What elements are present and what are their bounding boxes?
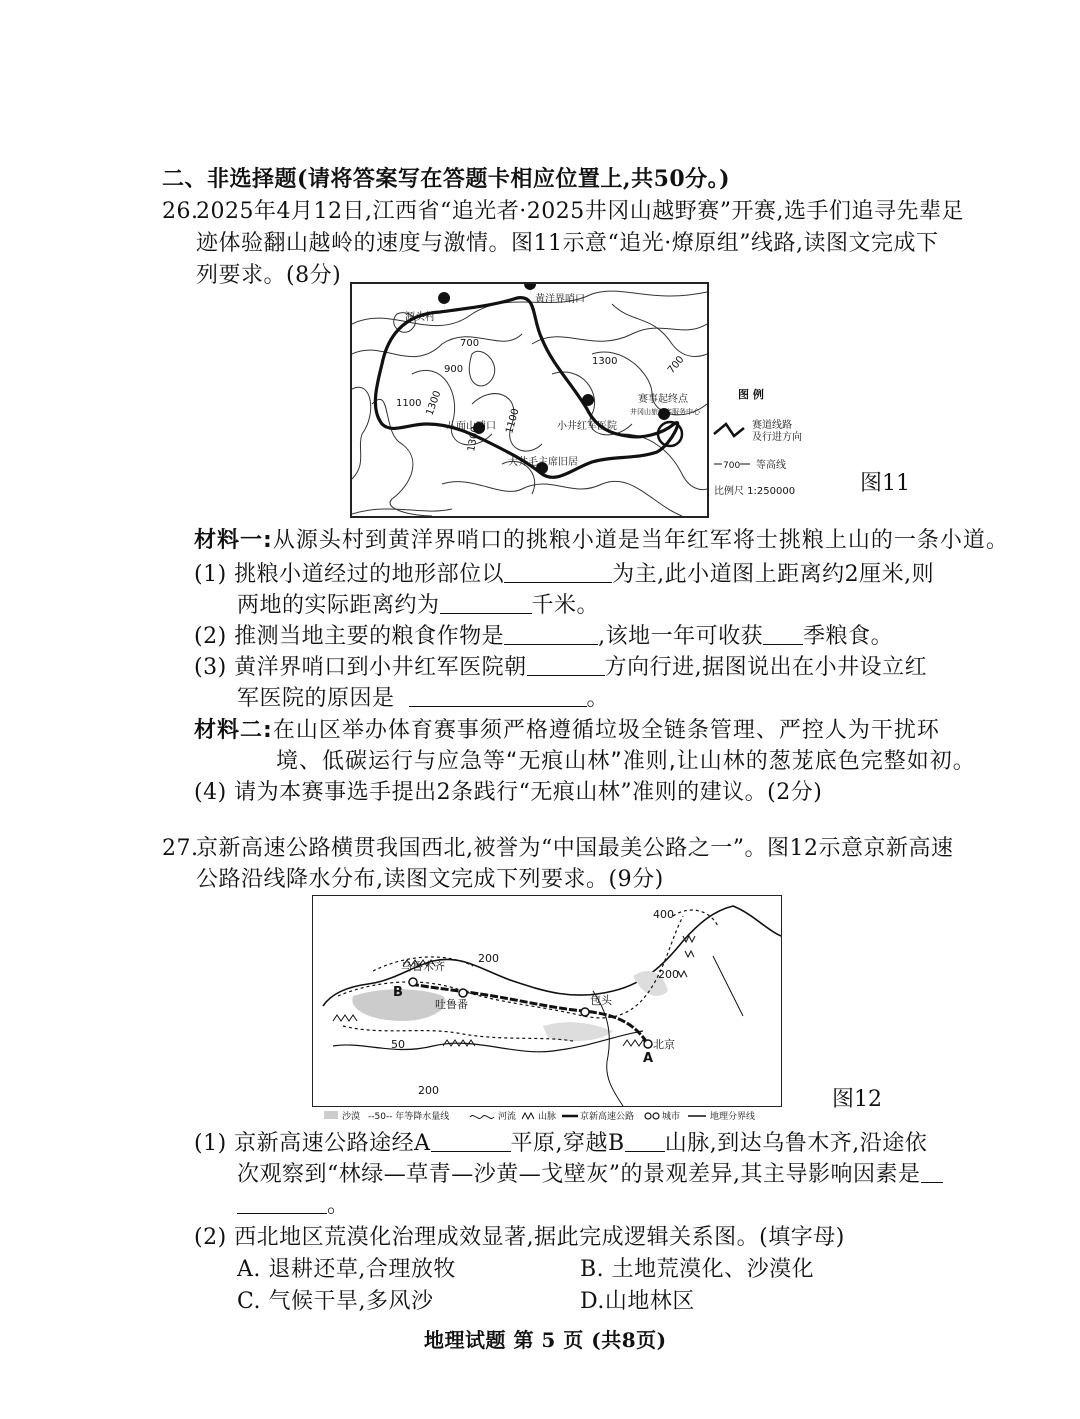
label-beijing: 北京: [653, 1038, 675, 1051]
contour-label: 1100: [396, 398, 422, 409]
q27-intro-line2: 公路沿线降水分布,读图文完成下列要求。(9分): [196, 867, 664, 892]
q27-sub1-text-c: 山脉,到达乌鲁木齐,沿途依: [664, 1131, 928, 1156]
q26-sub3-text-c: 军医院的原因是: [237, 686, 395, 711]
q26-sub1-text-b: 为主,此小道图上距离约2厘米,则: [612, 562, 935, 587]
label-yuantou: 源头村: [405, 312, 435, 323]
city-urumqi: [409, 978, 417, 986]
label-dajing: 大井毛主席旧居: [508, 457, 578, 468]
q27-intro-line1: 京新高速公路横贯我国西北,被誉为“中国最美公路之一”。图12示意京新高速: [196, 836, 954, 861]
q26-sub1-text-d: 千米。: [531, 593, 600, 618]
page-footer: 地理试题 第 5 页 (共8页): [424, 1328, 667, 1352]
figure-12-map: [312, 895, 782, 1107]
answer-blank[interactable]: [625, 1129, 665, 1152]
label-finish-sub: 井冈山旅游客服务中心: [630, 408, 700, 416]
answer-blank[interactable]: [763, 622, 803, 645]
figure-11-map: [350, 282, 709, 518]
isohyet-label: 400: [653, 908, 674, 921]
answer-blank[interactable]: [431, 1129, 511, 1152]
figure-11-svg: [352, 284, 707, 516]
q27-sub1-text-d: 次观察到“林绿—草青—沙黄—戈壁灰”的景观差异,其主导影响因素是: [237, 1162, 921, 1187]
answer-blank[interactable]: [921, 1160, 943, 1183]
city-baotou: [581, 1008, 589, 1016]
contour-label: 900: [444, 364, 464, 375]
highway-line: [411, 984, 648, 1044]
legend-mountain: 山脉: [538, 1112, 557, 1122]
legend-desert: 沙漠: [342, 1112, 361, 1122]
figure-11-legend: [710, 382, 820, 502]
label-point-b: B: [393, 985, 403, 1000]
answer-blank[interactable]: [237, 1191, 327, 1214]
label-point-a: A: [643, 1051, 654, 1066]
answer-blank[interactable]: [527, 653, 605, 676]
isohyet-label: 50: [391, 1038, 405, 1051]
option-d: D.山地林区: [580, 1289, 695, 1314]
label-huangyangjie: 黄洋界哨口: [535, 294, 585, 305]
q26-number: 26.: [162, 199, 199, 224]
contour-label: 700: [460, 338, 480, 349]
q26-sub1-text-c: 两地的实际距离约为: [237, 593, 440, 618]
label-bamianshan: 八面山哨口: [446, 421, 496, 432]
q27-sub1-text-a: (1) 京新高速公路途经A: [194, 1131, 431, 1156]
figure-12-legend: [322, 1107, 792, 1125]
option-a: A. 退耕还草,合理放牧: [237, 1257, 456, 1282]
option-c: C. 气候干旱,多风沙: [237, 1289, 434, 1314]
legend-contour-value: 700: [723, 461, 741, 471]
city-beijing: [644, 1040, 652, 1048]
material2-line1: 在山区举办体育赛事须严格遵循垃圾全链条管理、严控人为干扰环: [272, 718, 940, 743]
legend-route: 赛道线路: [752, 420, 792, 431]
label-xiaojing: 小井红军医院: [557, 421, 617, 432]
legend-title: 图 例: [738, 388, 764, 401]
option-b: B. 土地荒漠化、沙漠化: [580, 1257, 815, 1282]
section-heading: 二、非选择题(请将答案写在答题卡相应位置上,共50分。): [162, 166, 731, 192]
legend-route-symbol: [714, 424, 744, 436]
q26-intro-line1: 2025年4月12日,江西省“追光者·2025井冈山越野赛”开赛,选手们追寻先辈足: [196, 199, 964, 224]
q26-sub3-text-b: 方向行进,据图说出在小井设立红: [604, 655, 928, 680]
figure-11-caption: 图11: [860, 471, 910, 496]
city-turpan: [459, 989, 467, 997]
material1-label: 材料一:: [194, 528, 273, 553]
legend-highway: 京新高速公路: [580, 1112, 635, 1122]
legend-city: 城市: [662, 1112, 681, 1122]
label-urumqi: 乌鲁木齐: [401, 960, 445, 973]
q26-sub2-text-a: (2) 推测当地主要的粮食作物是: [194, 624, 505, 649]
label-baotou: 包头: [590, 994, 612, 1007]
isohyet-label: 200: [658, 968, 679, 981]
contour-label: 1300: [466, 425, 482, 453]
q26-sub2-text-c: 季粮食。: [803, 624, 894, 649]
legend-scale: 比例尺 1:250000: [714, 486, 796, 497]
contour-label: 1100: [504, 407, 522, 435]
q26-intro-line3: 列要求。(8分): [196, 263, 342, 288]
answer-blank[interactable]: [504, 560, 612, 583]
isohyet-label: 200: [418, 1084, 439, 1097]
material1-text: 从源头村到黄洋界哨口的挑粮小道是当年红军将士挑粮上山的一条小道。: [272, 528, 1009, 553]
answer-blank[interactable]: [409, 684, 587, 707]
material2-label: 材料二:: [194, 718, 273, 743]
figure-12-svg: [313, 896, 781, 1106]
desert-area: [543, 1022, 613, 1041]
answer-blank[interactable]: [440, 591, 532, 614]
legend-contour: 等高线: [756, 460, 786, 471]
label-turpan: 吐鲁番: [435, 998, 468, 1011]
legend-isohyet: --50-- 年等降水量线: [368, 1112, 450, 1122]
q27-number: 27.: [162, 836, 199, 861]
q26-sub2-text-b: ,该地一年可收获: [598, 624, 764, 649]
isohyet-label: 200: [478, 952, 499, 965]
legend-route2: 及行进方向: [752, 432, 802, 443]
figure-12-caption: 图12: [832, 1087, 882, 1112]
label-finish: 赛事起终点: [638, 394, 688, 405]
q27-sub1-text-e: 。: [327, 1193, 350, 1218]
q26-sub1-text-a: (1) 挑粮小道经过的地形部位以: [194, 562, 505, 587]
answer-blank[interactable]: [504, 622, 598, 645]
q27-sub2: (2) 西北地区荒漠化治理成效显著,据此完成逻辑关系图。(填字母): [194, 1225, 845, 1250]
contour-label: 1300: [424, 389, 444, 418]
contour-label: 700: [665, 354, 687, 376]
contour-label: 1300: [592, 356, 618, 367]
q26-intro-line2: 迹体验翻山越岭的速度与激情。图11示意“追光·燎原组”线路,读图文完成下: [196, 231, 939, 256]
legend-river: 河流: [498, 1112, 517, 1122]
q27-sub1-text-b: 平原,穿越B: [510, 1131, 625, 1156]
q26-sub4: (4) 请为本赛事选手提出2条践行“无痕山林”准则的建议。(2分): [194, 780, 823, 805]
legend-boundary: 地理分界线: [710, 1112, 756, 1122]
material2-line2: 境、低碳运行与应急等“无痕山林”准则,让山林的葱茏底色完整如初。: [276, 749, 976, 774]
q26-sub3-text-a: (3) 黄洋界哨口到小井红军医院朝: [194, 655, 527, 680]
q26-sub3-text-d: 。: [586, 686, 610, 711]
